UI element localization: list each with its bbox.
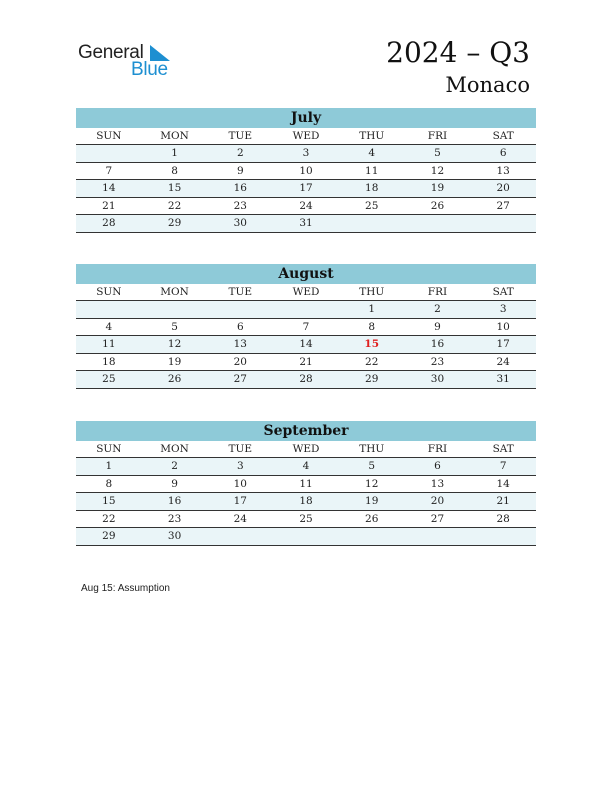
day-cell: 8	[368, 320, 376, 333]
day-cell: 23	[233, 199, 247, 212]
day-cell: 5	[368, 460, 376, 472]
day-cell: 5	[434, 147, 441, 159]
week-row	[76, 528, 536, 546]
month-september	[76, 421, 536, 546]
empty-day-cell	[207, 528, 273, 545]
month-header: September	[76, 421, 536, 441]
empty-day-cell	[405, 528, 471, 545]
day-cell: 14	[299, 338, 313, 350]
day-cell: 8	[171, 164, 178, 177]
day-cell: 23	[430, 355, 445, 368]
empty-day-cell	[142, 301, 208, 318]
day-cell: 24	[233, 512, 247, 525]
day-cell: 3	[236, 460, 244, 472]
day-cell: 21	[102, 199, 116, 212]
weekday-label: TUE	[228, 443, 253, 455]
week-row	[76, 215, 536, 233]
day-cell: 19	[430, 182, 445, 194]
day-cell: 21	[496, 495, 510, 507]
day-cell: 11	[102, 338, 116, 350]
day-cell: 18	[299, 495, 313, 507]
day-cell: 1	[171, 147, 178, 159]
day-cell: 6	[499, 147, 507, 159]
weekday-label: SUN	[96, 130, 122, 142]
day-cell: 15	[102, 495, 116, 507]
weekday-label: SAT	[492, 443, 514, 455]
day-cell: 6	[236, 320, 244, 333]
week-row	[76, 493, 536, 511]
weekday-label: SUN	[96, 286, 122, 298]
day-cell: 15	[364, 338, 380, 350]
day-cell: 24	[299, 199, 313, 212]
page-title: 2024 – Q3	[386, 36, 530, 69]
empty-day-cell	[207, 301, 273, 318]
day-cell: 3	[302, 147, 310, 159]
empty-day-cell	[339, 528, 405, 545]
holiday-note: Aug 15: Assumption	[81, 583, 170, 594]
day-cell: 13	[430, 477, 445, 490]
day-cell: 22	[102, 512, 116, 525]
day-cell: 11	[365, 164, 379, 177]
day-cell: 16	[167, 495, 182, 507]
day-cell: 30	[430, 373, 445, 385]
week-row	[76, 511, 536, 529]
day-cell: 25	[365, 199, 379, 212]
day-cell: 16	[233, 182, 247, 194]
day-cell: 8	[105, 477, 113, 490]
day-cell: 19	[167, 355, 182, 368]
country-name: Monaco	[445, 73, 530, 97]
day-cell: 17	[233, 495, 247, 507]
weekday-label: MON	[160, 443, 189, 455]
day-cell: 4	[105, 320, 113, 333]
weekday-label: SUN	[96, 443, 122, 455]
day-cell: 31	[299, 217, 313, 229]
day-cell: 17	[496, 338, 510, 350]
week-row	[76, 319, 536, 337]
day-cell: 2	[236, 147, 244, 159]
day-cell: 20	[233, 355, 247, 368]
day-cell: 7	[499, 460, 507, 472]
day-cell: 4	[302, 460, 310, 472]
weekday-label: MON	[160, 286, 189, 298]
day-cell: 29	[167, 217, 182, 229]
day-cell: 30	[167, 530, 182, 542]
week-row	[76, 458, 536, 476]
day-cell: 21	[299, 355, 313, 368]
weekday-label: TUE	[228, 286, 253, 298]
holiday-notes	[81, 583, 170, 594]
day-cell: 30	[233, 217, 247, 229]
day-cell: 9	[171, 477, 178, 490]
day-cell: 10	[233, 477, 247, 490]
day-cell: 27	[430, 512, 445, 525]
day-cell: 20	[496, 182, 510, 194]
week-row	[76, 163, 536, 181]
logo	[78, 42, 178, 82]
weekday-label: THU	[359, 286, 385, 298]
day-cell: 9	[236, 164, 244, 177]
month-header: July	[76, 108, 536, 128]
day-cell: 12	[365, 477, 379, 490]
day-cell: 15	[167, 182, 182, 194]
empty-day-cell	[470, 528, 536, 545]
day-cell: 28	[496, 512, 510, 525]
day-cell: 25	[299, 512, 313, 525]
week-row	[76, 354, 536, 372]
day-cell: 23	[167, 512, 182, 525]
day-cell: 29	[102, 530, 116, 542]
day-cell: 29	[365, 373, 379, 385]
day-cell: 2	[434, 303, 441, 315]
weekday-label: WED	[292, 443, 320, 455]
weekday-header-row	[76, 128, 536, 145]
logo-blue-text: Blue	[131, 59, 168, 80]
empty-day-cell	[76, 301, 142, 318]
day-cell: 27	[233, 373, 247, 385]
weekday-label: THU	[359, 443, 385, 455]
day-cell: 7	[302, 320, 310, 333]
weekday-label: SAT	[492, 130, 514, 142]
weekday-label: FRI	[427, 130, 448, 142]
day-cell: 18	[102, 355, 116, 368]
day-cell: 12	[167, 338, 182, 350]
week-row	[76, 301, 536, 319]
day-cell: 17	[299, 182, 313, 194]
weekday-label: FRI	[427, 286, 448, 298]
week-row	[76, 145, 536, 163]
weekday-header-row	[76, 284, 536, 301]
weekday-label: WED	[292, 286, 320, 298]
day-cell: 10	[299, 164, 313, 177]
week-row	[76, 180, 536, 198]
day-cell: 2	[171, 460, 178, 472]
day-cell: 24	[496, 355, 510, 368]
day-cell: 1	[368, 303, 376, 315]
month-july	[76, 108, 536, 233]
empty-day-cell	[76, 145, 142, 162]
day-cell: 26	[430, 199, 445, 212]
weekday-label: MON	[160, 130, 189, 142]
weekday-label: TUE	[228, 130, 253, 142]
day-cell: 22	[365, 355, 379, 368]
day-cell: 14	[496, 477, 510, 490]
day-cell: 26	[167, 373, 182, 385]
day-cell: 20	[430, 495, 445, 507]
day-cell: 10	[496, 320, 510, 333]
week-row	[76, 198, 536, 216]
empty-day-cell	[405, 215, 471, 232]
day-cell: 5	[171, 320, 178, 333]
weekday-label: WED	[292, 130, 320, 142]
day-cell: 1	[105, 460, 113, 472]
day-cell: 28	[299, 373, 313, 385]
day-cell: 12	[430, 164, 445, 177]
day-cell: 27	[496, 199, 510, 212]
day-cell: 9	[434, 320, 441, 333]
day-cell: 13	[496, 164, 510, 177]
day-cell: 25	[102, 373, 116, 385]
week-row	[76, 476, 536, 494]
day-cell: 16	[430, 338, 445, 350]
day-cell: 14	[102, 182, 116, 194]
month-header: August	[76, 264, 536, 284]
day-cell: 11	[299, 477, 313, 490]
week-row	[76, 336, 536, 354]
empty-day-cell	[470, 215, 536, 232]
day-cell: 6	[434, 460, 441, 472]
empty-day-cell	[273, 528, 339, 545]
weekday-label: THU	[359, 130, 385, 142]
weekday-label: FRI	[427, 443, 448, 455]
logo-general-text: General	[78, 42, 144, 63]
weekday-label: SAT	[492, 286, 514, 298]
day-cell: 4	[368, 147, 376, 159]
day-cell: 7	[105, 164, 113, 177]
day-cell: 13	[233, 338, 247, 350]
empty-day-cell	[273, 301, 339, 318]
weekday-header-row	[76, 441, 536, 458]
day-cell: 26	[365, 512, 379, 525]
month-august	[76, 264, 536, 389]
week-row	[76, 371, 536, 389]
day-cell: 19	[365, 495, 379, 507]
day-cell: 28	[102, 217, 116, 229]
day-cell: 3	[499, 303, 507, 315]
day-cell: 22	[167, 199, 182, 212]
empty-day-cell	[339, 215, 405, 232]
day-cell: 31	[496, 373, 510, 385]
day-cell: 18	[365, 182, 379, 194]
